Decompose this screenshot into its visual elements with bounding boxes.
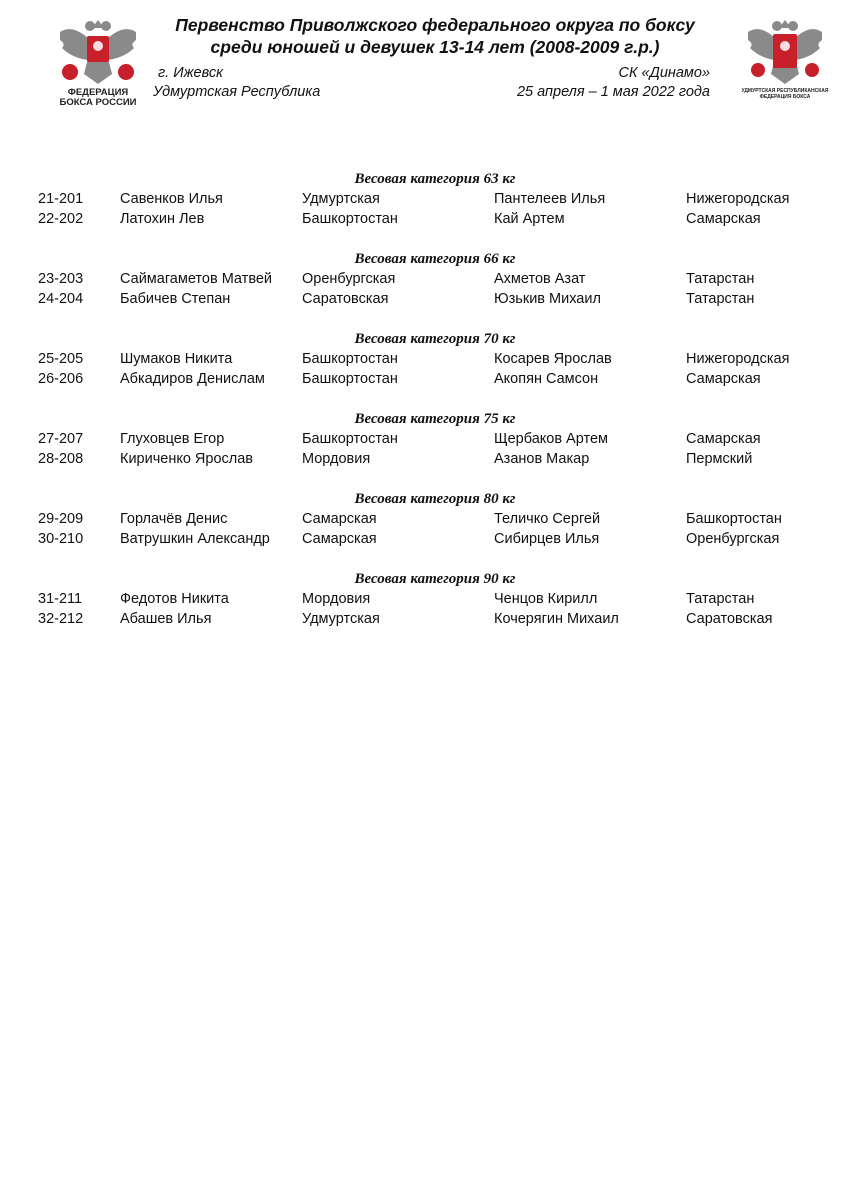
bout-row [0,609,849,629]
logo-left-caption-2: БОКСА РОССИИ [59,97,137,108]
blue-corner-region: Татарстан [686,591,755,607]
bout-number: 23-203 [38,271,84,287]
bout-number: 28-208 [38,451,84,467]
red-corner-region: Оренбургская [302,271,396,287]
blue-corner-region: Саратовская [686,611,773,627]
blue-corner-boxer: Теличко Сергей [494,511,601,527]
weight-category-title: Весовая категория 63 кг [354,171,516,187]
blue-corner-boxer: Сибирцев Илья [494,531,600,547]
weight-category-title: Весовая категория 90 кг [354,571,516,587]
weight-category [0,490,849,570]
bout-number: 25-205 [38,351,84,367]
blue-corner-region: Пермский [686,451,753,467]
bout-number: 21-201 [38,191,84,207]
blue-corner-region: Самарская [686,431,761,447]
blue-corner-boxer: Акопян Самсон [494,371,599,387]
weight-category [0,170,849,250]
bout-row [0,429,849,449]
blue-corner-boxer: Щербаков Артем [494,431,608,447]
weight-category [0,410,849,490]
blue-corner-boxer: Кай Артем [494,211,565,227]
eagle-emblem-icon [740,14,830,86]
blue-corner-boxer: Пантелеев Илья [494,191,606,207]
event-dates: 25 апреля – 1 мая 2022 года [516,84,710,100]
bout-row [0,449,849,469]
logo-right-caption-2: ФЕДЕРАЦИЯ БОКСА [759,94,811,100]
bout-number: 26-206 [38,371,84,387]
blue-corner-region: Татарстан [686,271,755,287]
weight-category-title: Весовая категория 80 кг [354,491,516,507]
red-corner-region: Удмуртская [302,191,380,207]
red-corner-boxer: Федотов Никита [120,591,229,607]
weight-category [0,330,849,410]
red-corner-region: Мордовия [302,451,371,467]
boxing-federation-logo [52,14,144,110]
red-corner-boxer: Кириченко Ярослав [120,451,254,467]
bout-number: 32-212 [38,611,84,627]
bout-number: 31-211 [38,591,83,607]
bout-row [0,369,849,389]
bout-row [0,589,849,609]
document-title-line-2: среди юношей и девушек 13-14 лет (2008-2009 г.р.) [210,37,660,57]
weight-category-title: Весовая категория 70 кг [354,331,516,347]
red-corner-boxer: Латохин Лев [120,211,205,227]
logo-left-caption-1: ФЕДЕРАЦИЯ [67,87,129,98]
document-title-line-1: Первенство Приволжского федерального округа по боксу [175,15,695,35]
red-corner-boxer: Ватрушкин Александр [120,531,270,547]
blue-corner-boxer: Азанов Макар [494,451,590,467]
blue-corner-region: Нижегородская [686,191,790,207]
blue-corner-region: Башкортостан [686,511,782,527]
weight-category [0,570,849,650]
blue-corner-boxer: Косарев Ярослав [494,351,612,367]
red-corner-region: Удмуртская [302,611,380,627]
red-corner-boxer: Савенков Илья [120,191,223,207]
event-region: Удмуртская Республика [153,84,321,100]
bout-list [0,170,849,650]
bout-number: 27-207 [38,431,84,447]
weight-category [0,250,849,330]
bout-number: 29-209 [38,511,84,527]
weight-category-title: Весовая категория 66 кг [354,251,516,267]
red-corner-boxer: Шумаков Никита [120,351,233,367]
red-corner-region: Самарская [302,531,377,547]
bout-row [0,509,849,529]
blue-corner-region: Самарская [686,211,761,227]
logo-right-caption-1: УДМУРТСКАЯ РЕСПУБЛИКАНСКАЯ [741,88,829,94]
bout-row [0,189,849,209]
red-corner-region: Самарская [302,511,377,527]
red-corner-region: Мордовия [302,591,371,607]
blue-corner-region: Оренбургская [686,531,780,547]
red-corner-boxer: Абкадиров Денислам [120,371,265,387]
bout-number: 30-210 [38,531,84,547]
red-corner-boxer: Абашев Илья [120,611,212,627]
bout-number: 24-204 [38,291,84,307]
red-corner-region: Башкортостан [302,431,398,447]
event-city: г. Ижевск [158,65,223,81]
bout-row [0,349,849,369]
red-corner-region: Башкортостан [302,211,398,227]
blue-corner-boxer: Ахметов Азат [494,271,586,287]
red-corner-region: Башкортостан [302,351,398,367]
event-venue: СК «Динамо» [618,65,710,81]
red-corner-region: Башкортостан [302,371,398,387]
red-corner-boxer: Горлачёв Денис [120,511,228,527]
red-corner-region: Саратовская [302,291,389,307]
bout-row [0,269,849,289]
red-corner-boxer: Бабичев Степан [120,291,231,307]
eagle-emblem-icon [52,14,144,88]
blue-corner-boxer: Ченцов Кирилл [494,591,598,607]
red-corner-boxer: Саймагаметов Матвей [120,271,273,287]
bout-row [0,209,849,229]
udmurt-boxing-federation-logo [740,14,830,106]
bout-row [0,529,849,549]
blue-corner-boxer: Кочерягин Михаил [494,611,619,627]
blue-corner-region: Татарстан [686,291,755,307]
blue-corner-region: Нижегородская [686,351,790,367]
blue-corner-boxer: Юзькив Михаил [494,291,601,307]
bout-row [0,289,849,309]
blue-corner-region: Самарская [686,371,761,387]
red-corner-boxer: Глуховцев Егор [120,431,225,447]
weight-category-title: Весовая категория 75 кг [354,411,516,427]
bout-number: 22-202 [38,211,84,227]
